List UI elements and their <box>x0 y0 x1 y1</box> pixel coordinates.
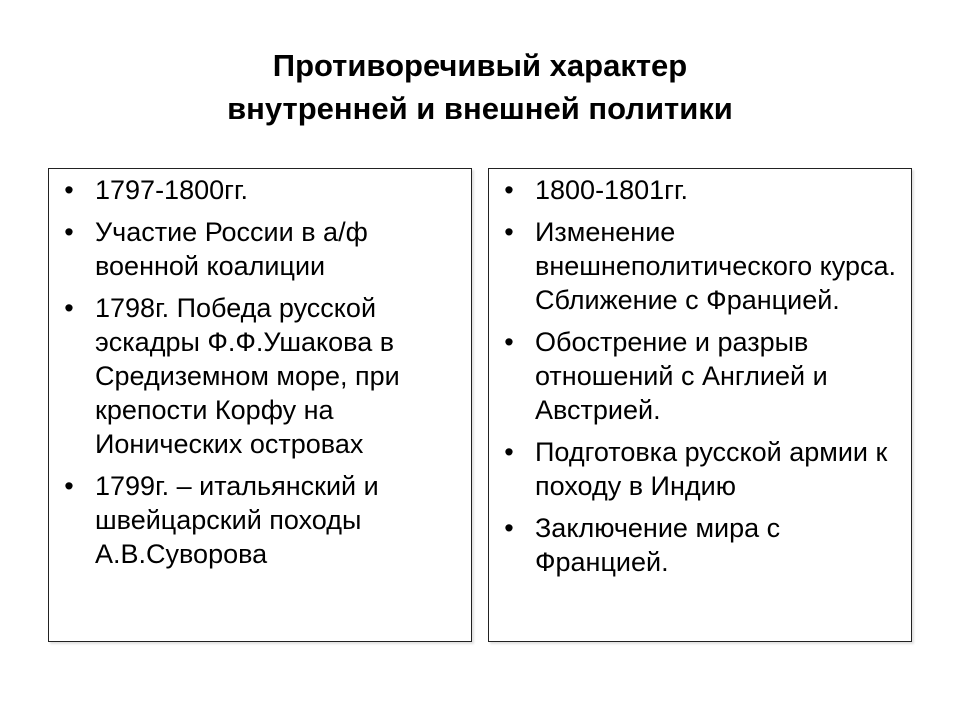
list-item-text: 1797-1800гг. <box>95 175 249 205</box>
right-panel <box>488 168 912 642</box>
list-item <box>49 469 471 571</box>
list-item-text: 1799г. – итальянский и швейцарский походы А.В.Суворова <box>95 471 379 569</box>
list-item-text: Обострение и разрыв отношений с Англией и Австрией. <box>535 327 828 425</box>
slide-title-line-2: внутренней и внешней политики <box>227 91 733 126</box>
slide-title-line-1: Противоречивый характер <box>272 48 688 83</box>
right-bullet-list <box>489 173 911 587</box>
bullet-icon: • <box>64 293 74 323</box>
left-panel <box>48 168 472 642</box>
bullet-icon: • <box>64 471 74 501</box>
list-item <box>489 173 911 207</box>
bullet-icon: • <box>504 327 514 357</box>
list-item <box>49 291 471 461</box>
list-item <box>49 173 471 207</box>
list-item <box>49 215 471 283</box>
list-item <box>489 435 911 503</box>
bullet-icon: • <box>64 217 74 247</box>
list-item-text: Участие России в а/ф военной коалиции <box>95 217 368 281</box>
list-item-text: Изменение внешнеполитического курса. Сближение с Францией. <box>535 217 897 315</box>
list-item <box>489 215 911 317</box>
list-item-text: 1798г. Победа русской эскадры Ф.Ф.Ушакова в Средиземном море, при крепости Корфу на Ионических островах <box>95 293 400 459</box>
bullet-icon: • <box>64 175 74 205</box>
list-item-text: 1800-1801гг. <box>535 175 689 205</box>
slide-title <box>0 44 960 130</box>
list-item-text: Заключение мира с Францией. <box>535 513 781 577</box>
bullet-icon: • <box>504 175 514 205</box>
list-item <box>489 325 911 427</box>
bullet-icon: • <box>504 217 514 247</box>
list-item <box>489 511 911 579</box>
list-item-text: Подготовка русской армии к походу в Индию <box>535 437 888 501</box>
bullet-icon: • <box>504 513 514 543</box>
bullet-icon: • <box>504 437 514 467</box>
left-bullet-list <box>49 173 471 579</box>
